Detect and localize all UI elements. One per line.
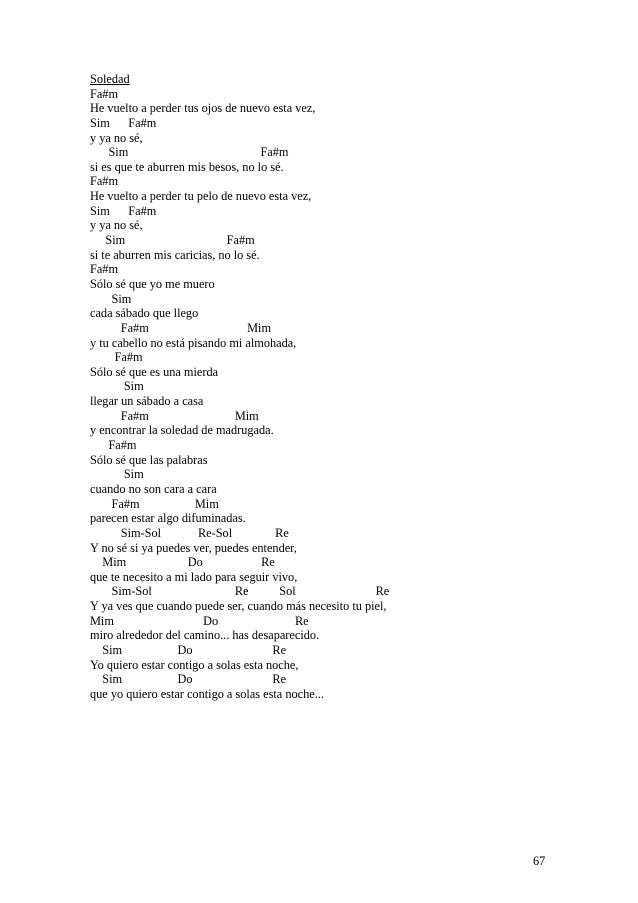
song-line: y ya no sé, [90, 130, 143, 145]
song-line: Sólo sé que las palabras [90, 452, 208, 467]
song-line: Fa#m Mim [90, 496, 219, 511]
song-line: Sim Fa#m [90, 145, 289, 160]
song-line: Sim [90, 291, 132, 306]
song-line: parecen estar algo difuminadas. [90, 511, 246, 526]
song-line: Mim Do Re [90, 555, 275, 570]
song-line: que yo quiero estar contigo a solas esta noche... [90, 686, 324, 701]
song-line: si te aburren mis caricias, no lo sé. [90, 247, 260, 262]
song-line: Sim [90, 467, 144, 482]
song-line: Sim Fa#m [90, 115, 157, 130]
song-line: Sim-Sol Re Sol Re [90, 584, 390, 599]
song-line: Sim Do Re [90, 672, 287, 687]
song-line: y tu cabello no está pisando mi almohada, [90, 335, 297, 350]
song-line: Sólo sé que es una mierda [90, 364, 219, 379]
song-title: Soledad [90, 72, 130, 86]
song-line: Fa#m Mim [90, 408, 259, 423]
song-line: Sim-Sol Re-Sol Re [90, 525, 289, 540]
song-line: Fa#m [90, 174, 119, 189]
song-line: Fa#m [90, 262, 119, 277]
song-line: si es que te aburren mis besos, no lo sé. [90, 159, 284, 174]
song-line: He vuelto a perder tus ojos de nuevo esta vez, [90, 101, 316, 116]
song-line: Sim Fa#m [90, 233, 255, 248]
song-line: Mim Do Re [90, 613, 309, 628]
song-line: Sim Do Re [90, 642, 287, 657]
song-line: Fa#m [90, 86, 119, 101]
song-line: Sólo sé que yo me muero [90, 276, 215, 291]
song-line: cada sábado que llego [90, 306, 199, 321]
song-line: y ya no sé, [90, 218, 143, 233]
song-line: Y ya ves que cuando puede ser, cuando más necesito tu piel, [90, 599, 387, 614]
song-line: cuando no son cara a cara [90, 481, 217, 496]
song-line: llegar un sábado a casa [90, 394, 204, 409]
song-line: Sim [90, 379, 144, 394]
song-line: y encontrar la soledad de madrugada. [90, 423, 274, 438]
song-line: Sim Fa#m [90, 203, 157, 218]
song-line: Y no sé si ya puedes ver, puedes entender, [90, 540, 297, 555]
song-line: He vuelto a perder tu pelo de nuevo esta vez, [90, 189, 312, 204]
page-number: 67 [533, 854, 546, 868]
song-line: Fa#m [90, 350, 143, 365]
song-line: Fa#m Mim [90, 320, 272, 335]
song-line: que te necesito a mi lado para seguir vivo, [90, 569, 298, 584]
song-text [90, 72, 550, 702]
song-line: miro alrededor del camino... has desaparecido. [90, 628, 320, 643]
song-line: Yo quiero estar contigo a solas esta noche, [90, 657, 299, 672]
song-line: Fa#m [90, 438, 137, 453]
